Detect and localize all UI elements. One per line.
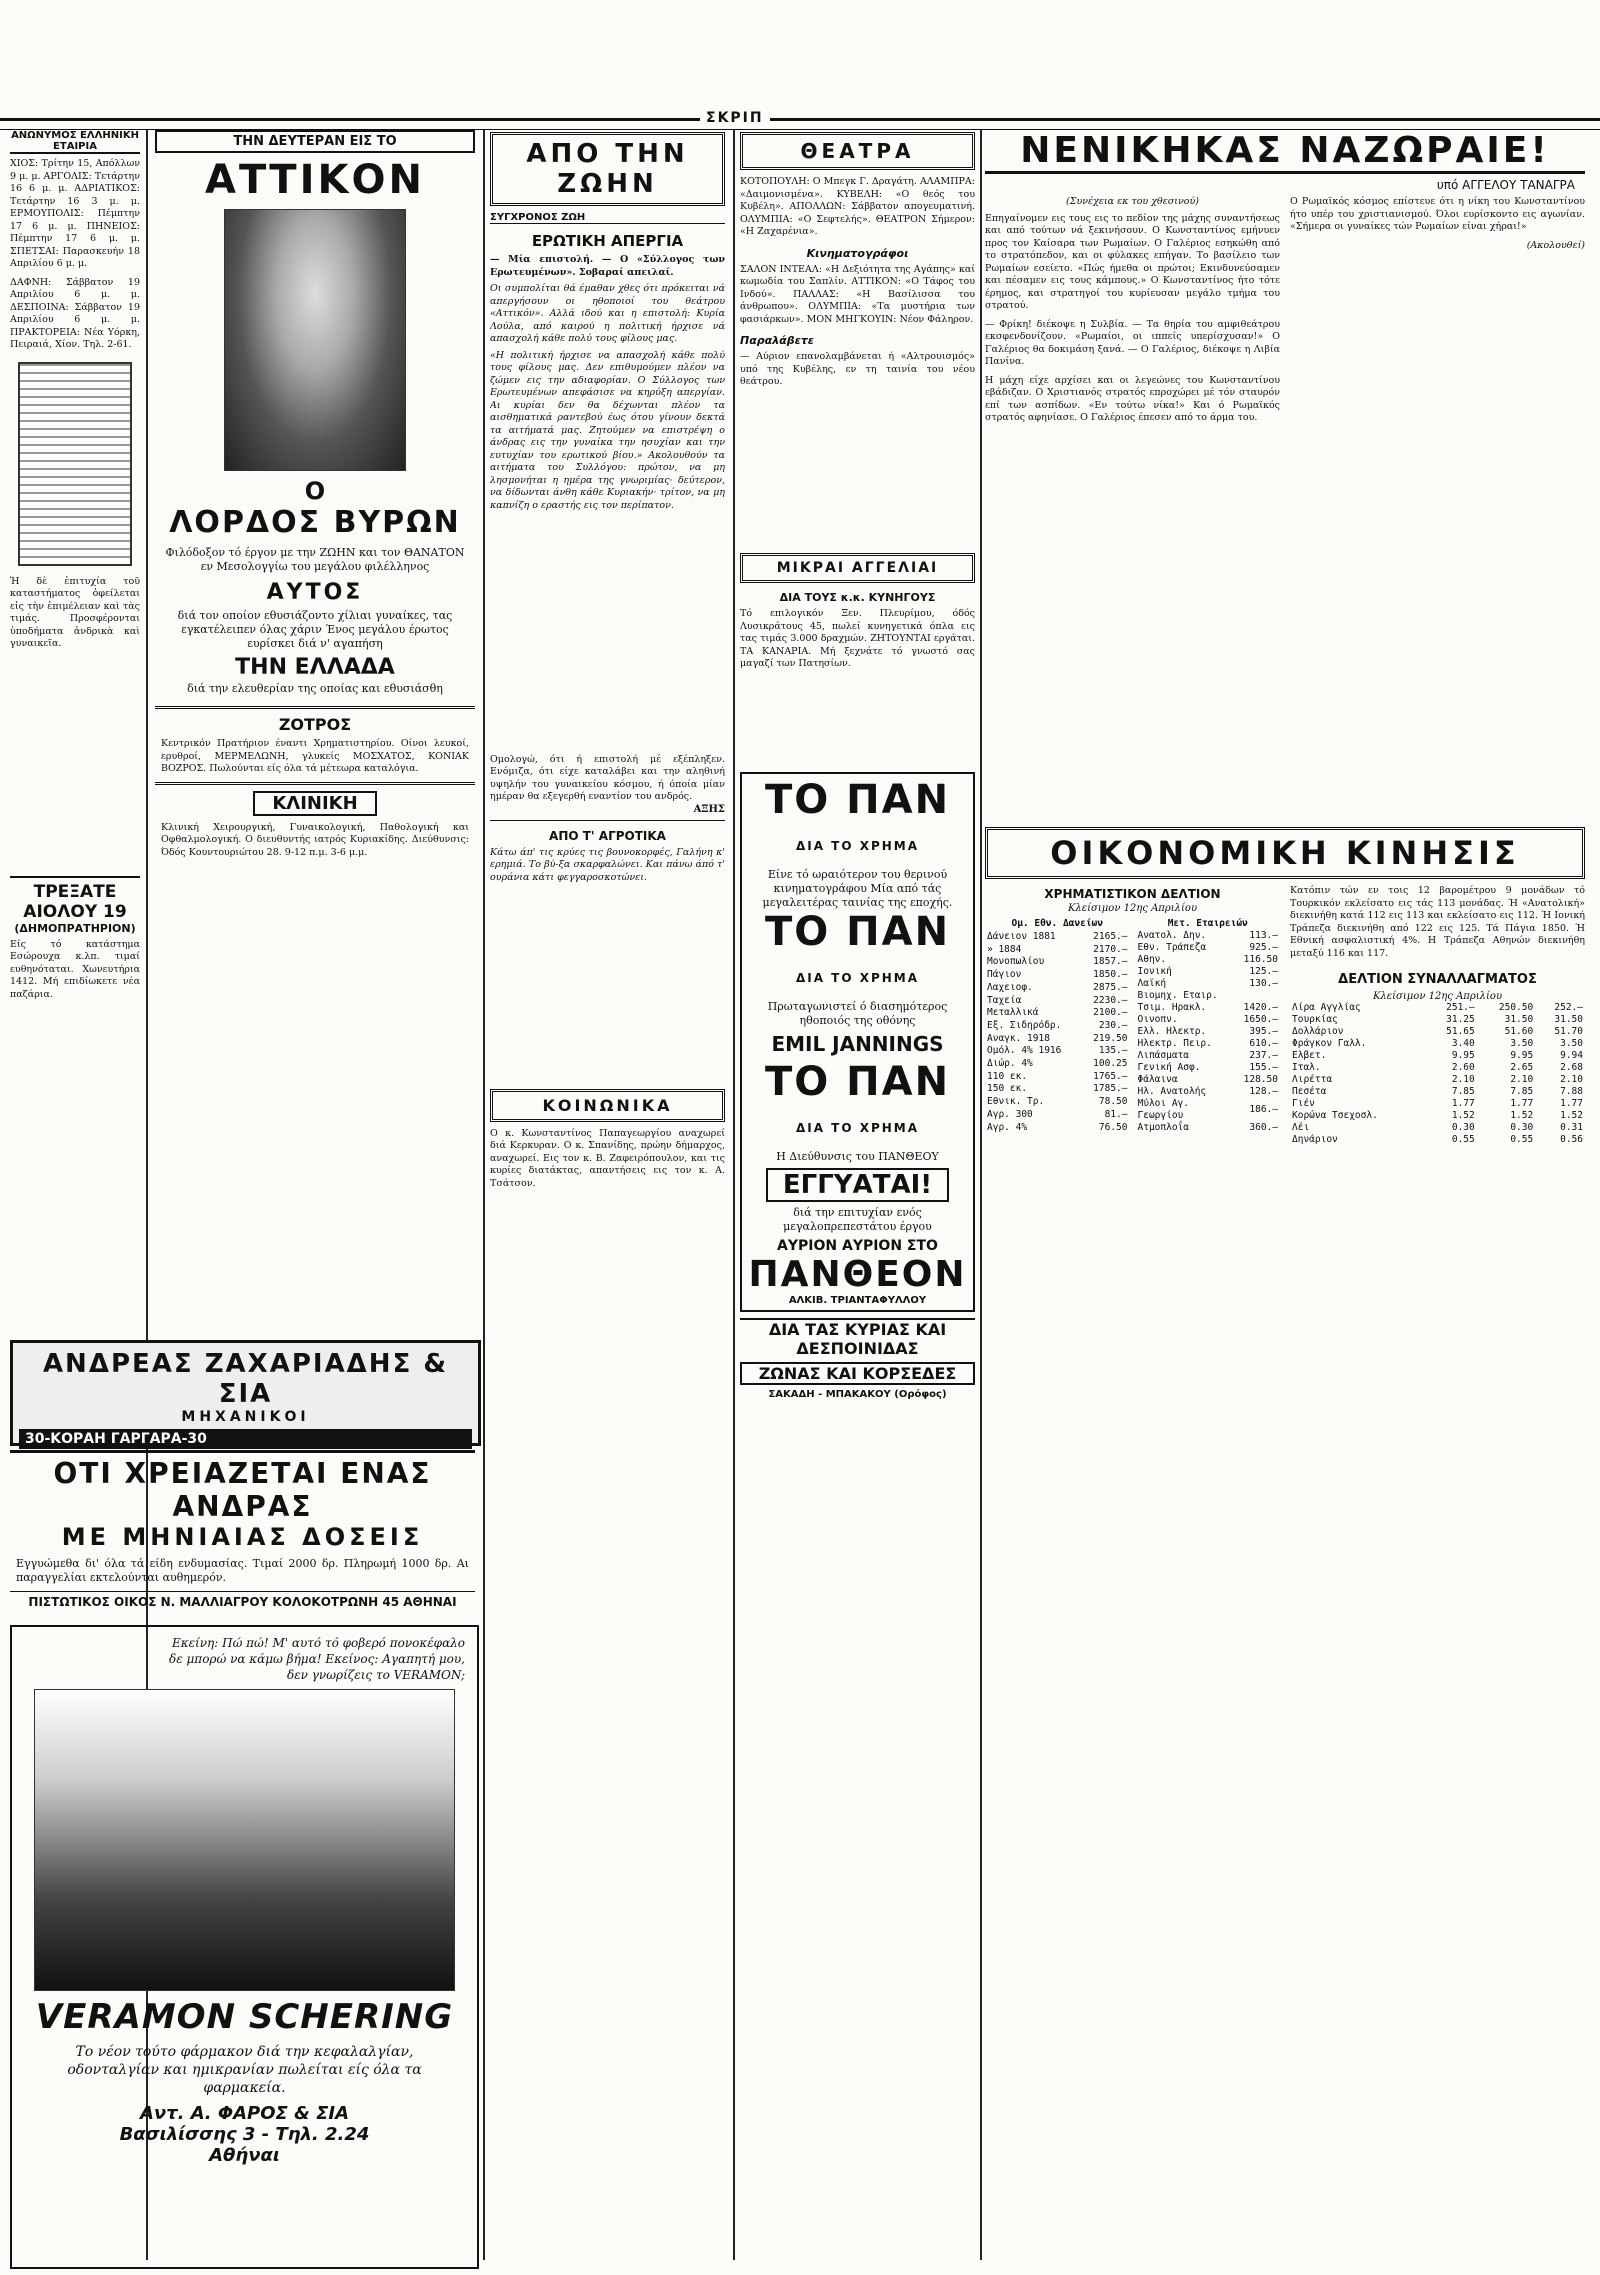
share-row-label: Βιομηχ. Εταιρ. (1137, 990, 1218, 1001)
to-pan-text-3: Η Διεύθυνσις του ΠΑΝΘΕΟΥ (776, 1150, 939, 1163)
shares-table (1136, 918, 1281, 1134)
zotos-title: ΖΟΤΡΟΣ (278, 715, 352, 734)
bond-row-label: Μονοπωλίου (987, 956, 1045, 968)
fx-row-label: Κορώνα Τσεχοσλ. (1292, 1110, 1378, 1121)
masthead-title: ΣΚΡΙΠ (700, 110, 770, 126)
finance-section (985, 825, 1585, 1146)
share-row-value: 1650.— (1243, 1014, 1278, 1025)
theatra-header: ΘΕΑΤΡΑ (740, 132, 975, 170)
bond-row-value: 1850.— (1093, 969, 1128, 981)
fx-row-label: Λιρέττα (1292, 1074, 1333, 1085)
share-row-value: 237.— (1249, 1050, 1278, 1061)
fx-row-label: Φράγκον Γαλλ. (1292, 1038, 1367, 1049)
share-row-label: Μύλοι Αγ. Γεωργίου (1137, 1098, 1189, 1121)
fx-row-label: Πεσέτα (1292, 1086, 1327, 1097)
fx-row (1290, 1122, 1585, 1134)
fx-row-label: Δολλάριον (1292, 1026, 1344, 1037)
bond-row (985, 931, 1130, 944)
fx-row-value: 0.55 (1510, 1134, 1534, 1145)
bond-row-value: 78.50 (1098, 1096, 1128, 1108)
bond-row (985, 1020, 1130, 1033)
veramon-agent: Αντ. Α. ΦΑΡΟΣ & ΣΙΑ (140, 2103, 349, 2124)
fx-row-value: 1.52 (1451, 1110, 1475, 1121)
share-row-label: Λαϊκή (1137, 978, 1167, 989)
fx-row-value: 3.40 (1451, 1038, 1475, 1049)
bond-row (985, 982, 1130, 995)
bond-row-value: 219.50 (1093, 1032, 1128, 1044)
to-pan-text-2: Πρωταγωνιστεί ό διασημότερος ηθοποιός της οθόνης (767, 1000, 948, 1027)
anras-body: Εγγυώμεθα δι' όλα τά είδη ενδυμασίας. Τιμαί 2000 δρ. Πληρωμή 1000 δρ. Αι παραγγελίαι εκτελούνται αυθημερόν. (16, 1557, 469, 1584)
share-row-value: 395.— (1249, 1026, 1278, 1037)
story-part-1: Επηγαίνομεν εις τους εις το πεδίον της μάχης συναντήσεως και από τούτων νά ξεκινήσουν. Ο Κωνσταντίνος εμήνυεν προς τον Καίσαρα των Ρωμαίων. Ο Γαλέριος εσηκώθη από το στρατόπεδον, και οι φύλακες επήγαν. Το βασίλειο των Ρωμαίων εσείετο. «Πώς ήμεθα οι πρώτοι; Εκινδυνεύσαμεν και πέσαμεν εις τους κάμπους.» Ο Κωνσταντίνος ήτο τότε έρημος, και στρατηγοί του κυρίευσαν μεγάλο τμήμα του στρατού. (985, 212, 1280, 311)
bond-row (985, 1058, 1130, 1071)
fx-row-value: 9.95 (1451, 1050, 1475, 1061)
fx-row-label: Δηνάριον (1292, 1134, 1338, 1145)
fx-row-value: 252.— (1554, 1002, 1583, 1013)
engyatai-body: διά την επιτυχίαν ενός μεγαλοπρεπεστάτου έργου (783, 1206, 932, 1233)
fx-row-label: Ιταλ. (1292, 1062, 1321, 1073)
bond-row-value: 2230.— (1093, 994, 1128, 1006)
fx-row (1290, 1098, 1585, 1110)
fx-row-label: Τουρκίας (1292, 1014, 1338, 1025)
aytos-label: ΑΥΤΟΣ (266, 580, 364, 605)
fx-row-value: 2.10 (1451, 1074, 1475, 1085)
bond-row-value: 230.— (1098, 1019, 1128, 1031)
bond-row (985, 1083, 1130, 1096)
to-pan-title-2: ΤΟ ΠΑΝ ΔΙΑ ΤΟ ΧΡΗΜΑ (764, 909, 951, 985)
column-filler-text: Ἡ δὲ ἐπιτυχία τοῦ καταστήματος ὀφείλεται εἰς τὴν ἐπιμέλειαν καὶ τὰς τιμάς. Προσφέρονται ὑποδήματα ἀνδρικὰ καὶ γυναικεῖα. (10, 575, 140, 649)
shipping-schedule-2: ΔΑΦΝΗ: Σάββατον 19 Απριλίου 6 μ. μ. ΔΕΣΠΟΙΝΑ: Σάββατον 19 Απριλίου 6 μ. μ. ΠΡΑΚΤΟΡΕΙΑ: Νέα Υόρκη, Πειραιά, Χίον. Τηλ. 2-61. (10, 276, 140, 350)
byron-subtitle: Φιλόδοξον τό έργον με την ΖΩΗΝ και τον ΘΑΝΑΤΟΝ εν Μεσολογγίω του μεγάλου φιλέλληνος (165, 546, 465, 573)
share-row-value: 360.— (1249, 1122, 1278, 1133)
column-shipping (10, 130, 140, 1330)
andreas-zachariadis-ad (10, 1340, 481, 1446)
fx-row-value: 2.68 (1560, 1062, 1583, 1073)
share-row (1136, 1038, 1281, 1050)
share-row-label: Φάλαινα (1137, 1074, 1178, 1085)
bond-row-value: 1857.— (1093, 956, 1128, 968)
share-row-value (1242, 990, 1280, 1002)
ellada-label: ΤΗΝ ΕΛΛΑΔΑ (235, 655, 395, 680)
trexate-body: Είς τό κατάστημα Εσώρουχα κ.λπ. τιμαί ευθηνόταται. Χωνευτήρια 1412. Μή επιδίωκετε νέα παζάρια. (10, 938, 140, 1000)
bond-row (985, 969, 1130, 982)
koinonika-header: ΚΟΙΝΩΝΙΚΑ (490, 1089, 725, 1122)
fx-row (1290, 1086, 1585, 1098)
fx-row-value: 0.30 (1510, 1122, 1534, 1133)
attikon-cinema-name: ΑΤΤΙΚΟΝ (205, 157, 425, 203)
story-part-2: — Φρίκη! διέκοψε η Συλβία. — Τα θηρία του αμφιθεάτρου εκσφενδονίζουν. «Ρωμαίοι, οι ιππείς υπερίσχυσαν!» Ο Γαλέριος θα δοκιμάση ξανά. — Ο Γαλέριος, διέκοψε η Λιβία Πανίνα. (985, 318, 1280, 367)
fx-row (1290, 1050, 1585, 1062)
fx-row-value: 1.77 (1560, 1098, 1583, 1109)
fx-row-label: Γιέν (1292, 1098, 1315, 1109)
fx-row-value: 7.88 (1560, 1086, 1583, 1097)
bond-row-value: 1765.— (1093, 1070, 1128, 1082)
bond-row (985, 994, 1130, 1007)
share-row-label: Εθν. Τράπεζα (1137, 942, 1207, 953)
share-row (1136, 990, 1281, 1002)
trexate-headline: ΤΡΕΞΑΤΕ ΑΙΟΛΟΥ 19 (10, 876, 140, 922)
share-row (1136, 930, 1281, 942)
fx-row-value: 250.50 (1498, 1002, 1534, 1013)
shares-header: Μετ. Εταιρειών (1167, 918, 1248, 929)
story-byline: υπό ΑΓΓΕΛΟΥ ΤΑΝΑΓΡΑ (1436, 178, 1575, 192)
fx-row (1290, 1134, 1585, 1146)
apo-tin-zoin-header: ΑΠΟ ΤΗΝ ΖΩΗΝ (490, 132, 725, 206)
xrimatistiriou-deltion (985, 885, 1280, 1146)
kliniki-body: Κλινική Χειρουργική, Γυναικολογική, Παθολογική και Οφθαλμολογική. Ο διευθυντής ιατρός Κυριακίδης. Διεύθυνσις: Όδός Κουντουριώτου 28. 9-12 π.μ. 3-6 μ.μ. (161, 821, 469, 858)
fx-row-value: 0.55 (1451, 1134, 1475, 1145)
share-row (1136, 954, 1281, 966)
pantheon-name: ΠΑΝΘΕΟΝ (748, 1254, 967, 1295)
share-row (1136, 942, 1281, 954)
paradovai-label: Παραλάβετε (740, 334, 814, 347)
deltion-date: Κλείσιμον 12ης Απριλίου (1372, 991, 1503, 1002)
bond-row-label: » 1884 (987, 943, 1022, 955)
zones-address: ΣΑΚΑΔΗ - ΜΠΑΚΑΚΟΥ (Ορόφος) (768, 1389, 947, 1400)
bonds-header: Ομ. Εθν. Δανείων (1011, 918, 1103, 930)
bond-row-label: Ταχεία (987, 994, 1022, 1006)
bond-row-label: Εξ. Σιδηρόδρ. (987, 1019, 1062, 1031)
share-row-value: 125.— (1249, 966, 1278, 977)
fx-row (1290, 1014, 1585, 1026)
zones-ad-title: ΖΩΝΑΣ ΚΑΙ ΚΟΡΣΕΔΕΣ (740, 1362, 975, 1385)
share-row-label: Γενική Ασφ. (1137, 1062, 1201, 1073)
fx-row-value: 9.94 (1560, 1050, 1583, 1061)
deltion-synallagmatos-title: ΔΕΛΤΙΟΝ ΣΥΝΑΛΛΑΓΜΑΤΟΣ (1338, 972, 1537, 987)
story-continuation: (Συνέχεια εκ του χθεσινού) (1066, 196, 1199, 207)
share-row-label: Ηλεκτρ. Πειρ. (1137, 1038, 1212, 1049)
share-row-value: 925.— (1249, 942, 1278, 953)
theatra-body: ΚΟΤΟΠΟΥΛΗ: Ο Μπεγκ Γ. Δραγάτη. ΑΛΑΜΠΡΑ: «Δαιμονισμένα». ΚΥΒΕΛΗ: «Ο θεός του Κυβέλη». ΑΠΟΛΛΩΝ: Σάββατον απογευματινή. ΟΛΥΜΠΙΑ: «Ο Σεφτελής». ΘΕΑΤΡΟΝ Σήμερον: «Η Ζαχαρένια». (740, 176, 975, 237)
veramon-illustration (34, 1689, 455, 1991)
mikrai-body: Τό επιλογικόν Ξεν. Πλευρίμου, όδός Λυσικράτους 45, πωλεί κυνηγετικά όπλα εις τας τιμάς 3.000 δραχμών. ΖΗΤΟΥΝΤΑΙ εργάται. ΤΑ ΚΑΝΑΡΙΑ. Μή ξεχνάτε τό γνωστό σας μαγαζί των Πατησίων. (740, 608, 975, 669)
share-row (1136, 1086, 1281, 1098)
column-divider (980, 130, 982, 2260)
share-row (1136, 1026, 1281, 1038)
ayrion-label: ΑΥΡΙΟΝ ΑΥΡΙΟΝ ΣΤΟ (777, 1238, 938, 1254)
bond-row (985, 1109, 1130, 1122)
bond-row-value: 76.50 (1098, 1121, 1128, 1133)
apergia-letter: «Η πολιτική ήρχισε να απασχολή κάθε πολύ τους φίλους μας. Δεν επιθυμούμεν πλέον να ζώμεν εις την αδιαφορίαν. Ο Σύλλογος των Ερωτευμένων απεφάσισε να κηρύξη απεργίαν. Αι κυρίαι δεν θα δέχωνται πλέον τα αισθηματικά ραντεβού έως ότου γίνουν δεκτά τα αιτήματά μας. Ζητούμεν να επιστρέψη ο άνδρας εις την γυναίκα την ησυχίαν και την ευτυχίαν του ερωτικού βίου.» Ακολουθούν τα αιτήματα του Συλλόγου: πρώτον, να μη λησμονήται η ημέρα της γνωριμίας· δεύτερον, να δίδωνται άνθη κάθε Κυριακήν· τρίτον, να μη καπνίζη ο εραστής εις τον περίπατον. (490, 349, 725, 511)
apergia-body: Οι συμπολίται θά έμαθαν χθες ότι πρόκειται νά απεργήσουν οι ηθοποιοί του θεάτρου «Αττικόν». Αλλά ιδού και η επιστολή: Κυρία Λούλα, από καιρού η πολιτική ήρχισε νά απασχολή κάθε πολύ τους φίλους μας. (490, 283, 725, 344)
share-row-value: 186.— (1249, 1104, 1278, 1115)
fx-row-value: 2.60 (1451, 1062, 1475, 1073)
xrimatistiko-date: Κλείσιμον 12ης Απριλίου (1067, 903, 1198, 914)
fx-row-label: Ελβετ. (1292, 1050, 1327, 1061)
story-akolouthei: (Ακολουθεί) (1526, 239, 1585, 251)
bond-row-value: 81.— (1104, 1108, 1128, 1120)
share-row-value: 113.— (1249, 930, 1278, 941)
bond-row-label: Αναγκ. 1918 (987, 1032, 1050, 1044)
share-row (1136, 1062, 1281, 1074)
shipping-schedule: ΧΙΟΣ: Τρίτην 15, Απόλλων 9 μ. μ. ΑΡΓΟΛΙΣ: Τετάρτην 16 6 μ. μ. ΑΔΡΙΑΤΙΚΟΣ: Τετάρτην 16 3 μ. μ. ΕΡΜΟΥΠΟΛΙΣ: Πέμπτην 17 6 μ. μ. ΠΗΝΕΙΟΣ: Πέμπτην 17 6 μ. μ. ΣΠΕΤΣΑΙ: Παρασκευήν 18 Απριλίου 6 μ. μ. (10, 158, 140, 269)
koinonika-body: Ο κ. Κωνσταντίνος Παπαγεωργίου αναχωρεί διά Κερκυραν. Ο κ. Σπανίδης, πρώην δήμαρχος, αναχωρεί. Εις τον κ. Β. Ζαφειρόπουλον, και τις κυρίες διατάκτας, απαντήσεις εις τον κ. Α. Τσάτσον. (490, 1127, 725, 1189)
share-row-label: Λιπάσματα (1137, 1050, 1189, 1061)
veramon-quote: Εκείνη: Πώ πώ! Μ' αυτό τό φοβερό πονοκέφαλο δε μπορώ να κάμω βήμα! Εκείνος: Αγαπητή μου, δεν γνωρίζεις το VERAMON; (169, 1636, 465, 1682)
bond-row (985, 943, 1130, 956)
fx-row-value: 1.52 (1560, 1110, 1583, 1121)
emil-jannings-name: EMIL JANNINGS (771, 1032, 944, 1056)
masthead-rule (0, 118, 1600, 130)
divider (490, 820, 725, 821)
kinimatografoi-body: ΣΑΛΟΝ ΙΝΤΕΑΛ: «Η Δεξιότητα της Αγάπης» καί κωμωδία του Σαπλίν. ΑΤΤΙΚΟΝ: «Ο Τάφος του Ινδού». ΠΑΛΛΑΣ: «Η Βασίλισσα του άνθρωπου». ΟΛΥΜΠΙΑ: «Τα μυστήρια των φασιάρκων». ΜΟΝ ΜΗΓΚΟΥΙΝ: Νέον Φάληρον. (740, 263, 975, 325)
to-pan-title-3: ΤΟ ΠΑΝ ΔΙΑ ΤΟ ΧΡΗΜΑ (764, 1059, 951, 1135)
fx-row-value: 31.50 (1504, 1014, 1534, 1025)
bond-row-label: Ομόλ. 4% 1916 (987, 1045, 1062, 1057)
fx-row-value: 0.30 (1451, 1122, 1475, 1133)
fx-row (1290, 1062, 1585, 1074)
attikon-header: ΤΗΝ ΔΕΥΤΕΡΑΝ ΕΙΣ ΤΟ (155, 130, 475, 153)
mikrai-angeliai-header: ΜΙΚΡΑΙ ΑΓΓΕΛΙΑΙ (740, 553, 975, 583)
share-row-value: 1420.— (1243, 1002, 1278, 1013)
apergia-comment: Ομολογώ, ότι ή επιστολή μέ εξέπληξεν. Ενόμιζα, ότι είχε καταλάβει και την αληθινή υψηλήν του γυναικείου κόσμου, ή όποία μίαν ημέραν θα εξεγερθή εναντίον του ανδρός. (490, 753, 725, 802)
story-part-3: Η μάχη είχε αρχίσει και οι λεγεώνες του Κωνσταντίνου εβάδιζαν. Ο Χριστιανός στρατός επροχώρει μέ τόν σταυρόν επί των ασπίδων. «Εν τούτω νίκα!» Και ό Ρωμαϊκός στρατός αφηνίασε. Ο Γαλέριος έπεσεν από το άρμα του. (985, 374, 1280, 423)
oikonomiki-kinisis-header: ΟΙΚΟΝΟΜΙΚΗ ΚΙΝΗΣΙΣ (985, 827, 1585, 879)
divider (155, 706, 475, 709)
mikrai-title: ΔΙΑ ΤΟΥΣ κ.κ. ΚΥΝΗΓΟΥΣ (779, 591, 936, 604)
lord-byron-portrait (224, 209, 406, 471)
verse-title: ΑΠΟ Τ' ΑΓΡΟΤΙΚΑ (549, 828, 666, 843)
column-apo-tin-zoin (490, 130, 725, 2255)
bond-row-label: Πάγιον (987, 969, 1022, 981)
fx-row-value: 31.50 (1554, 1014, 1583, 1025)
paradovai-body: — Αύριον επανολαμβάνεται ή «Αλτρουισμός» υπό της Κυβέλης, εν τη ταινία του νέου θεάτρου. (740, 351, 975, 387)
kyries-ad-title: ΔΙΑ ΤΑΣ ΚΥΡΙΑΣ ΚΑΙ ΔΕΣΠΟΙΝΙΔΑΣ (740, 1318, 975, 1358)
fx-row-value: 51.60 (1504, 1026, 1534, 1037)
finance-body: Κατόπιν τών εν τοις 12 βαρομέτρου 9 μονάδων τό Τουρκικόν εκλείσατο εις τάς 113 μονάδας. Ή «Ανατολική» διεκινήθη κατά 112 εις 113 και εκλείσατο εις 112. Ή Ιονική Τράπεζα διεκινήθη από 122 εις 125. Τά Πάγια 1850. Ή Εθνική ασφαλιστική 4%. Η Τράπεζα Αθηνών διεκινήθη μεταξύ 116 και 117. (1290, 885, 1585, 959)
bond-row-value: 2100.— (1093, 1007, 1128, 1019)
kinimatografoi-label: Κινηματογράφοι (806, 246, 909, 260)
article-signature: ΑΞΗΣ (693, 803, 725, 815)
story-column-left (985, 196, 1280, 425)
to-pan-text-1: Είνε τό ωραιότερον του θερινού κινηματογράφου Μία από τάς μεγαλειτέρας ταινίας της εποχής. (762, 868, 953, 909)
fx-row-value: 9.95 (1510, 1050, 1534, 1061)
divider (155, 782, 475, 785)
to-pan-title-1: ΤΟ ΠΑΝ ΔΙΑ ΤΟ ΧΡΗΜΑ (764, 777, 951, 853)
column-divider (483, 130, 485, 2260)
anras-title: ΟΤΙ ΧΡΕΙΑΖΕΤΑΙ ΕΝΑΣ ΑΝΔΡΑΣ (53, 1457, 432, 1523)
share-row-value: 116.50 (1243, 954, 1278, 965)
column-cinema-ad (155, 130, 475, 1260)
column-divider (733, 130, 735, 2260)
bond-row-value: 100.25 (1093, 1058, 1128, 1070)
apergia-lead: — Μία επιστολή. — Ο «Σύλλογος των Ερωτευμένων». Σοβαραί απειλαί. (490, 254, 725, 278)
fx-row-value: 2.65 (1510, 1062, 1534, 1073)
share-row-label: Αθην. (1137, 954, 1167, 965)
fx-row-label: Λίρα Αγγλίας (1292, 1002, 1361, 1013)
kliniki-title: ΚΛΙΝΙΚΗ (253, 791, 377, 816)
veramon-body: Το νέον τούτο φάρμακον διά την κεφαλαλγίαν, οδονταλγίαν και ημικρανίαν πωλείται είς όλα τα φαρμακεία. (67, 2044, 422, 2096)
eroteki-apergia-title: ΕΡΩΤΙΚΗ ΑΠΕΡΓΙΑ (531, 232, 684, 250)
share-row-label: Ελλ. Ηλεκτρ. (1137, 1026, 1207, 1037)
pantheon-address: ΑΛΚΙΒ. ΤΡΙΑΝΤΑΦΥΛΛΟΥ (788, 1295, 927, 1306)
fx-row-label: Λέι (1292, 1122, 1310, 1133)
sygxronos-zoi-label: ΣΥΓΧΡΟΝΟΣ ΖΩΗ (490, 212, 725, 224)
bond-row-label: Αγρ. 4% (987, 1121, 1028, 1133)
fx-row (1290, 1038, 1585, 1050)
bond-row (985, 1007, 1130, 1020)
share-row-label: Ατμοπλοΐα (1137, 1122, 1189, 1133)
veramon-city: Αθήναι (209, 2145, 280, 2166)
zotos-body: Κεντρικόν Πρατήριον έναντι Χρηματιστηρίου. Οίνοι λευκοί, ερυθροί, ΜΕΡΜΕΛΩΝΗ, γλυκείς ΜΟΣΧΑΤΟΣ, ΚΟΝΙΑΚ ΒΟΖΡΟΣ. Πωλούνται είς όλα τά μέτεωρα καταλόγια. (161, 738, 469, 774)
bond-row-label: Μεταλλικά (987, 1007, 1039, 1019)
veramon-name: VERAMON SCHERING (35, 1997, 454, 2037)
o-label: Ο (304, 477, 326, 505)
fx-table (1290, 1002, 1585, 1146)
share-row-value: 610.— (1249, 1038, 1278, 1049)
bond-row (985, 956, 1130, 969)
fx-row-value: 1.52 (1510, 1110, 1534, 1121)
share-row (1136, 1014, 1281, 1026)
share-row-value: 128.50 (1243, 1074, 1278, 1085)
share-row-label: Τσιμ. Ηρακλ. (1137, 1002, 1207, 1013)
bond-row (985, 1070, 1130, 1083)
to-pan-ad (740, 772, 975, 1312)
fx-row (1290, 1026, 1585, 1038)
ellada-sub: διά την ελευθερίαν της οποίας και εθυσιάσθη (187, 682, 443, 695)
share-row (1136, 978, 1281, 990)
bond-row-value: 2875.— (1093, 981, 1128, 993)
nenikikas-headline: ΝΕΝΙΚΗΚΑΣ ΝΑΖΩΡΑΙΕ! (985, 130, 1585, 174)
andreas-sub: ΜΗΧΑΝΙΚΟΙ (181, 1409, 310, 1425)
fx-row-value: 0.56 (1560, 1134, 1583, 1145)
fx-row (1290, 1002, 1585, 1014)
story-part-4: Ο Ρωμαϊκός κόσμος επίστευε ότι η νίκη του Κωνσταντίνου ήτο υπέρ του χριστιανισμού. Όλοι ευρίσκοντο εις αγωνίαν. «Σήμερα οι γυναίκες τών Ρωμαίων είναι χήραι!» (1290, 196, 1585, 232)
share-row-label: Ηλ. Ανατολής (1137, 1086, 1207, 1097)
bonds-table (985, 918, 1130, 1134)
bond-row-label: Εθνικ. Τρ. (987, 1096, 1045, 1108)
bond-row-value: 2170.— (1093, 943, 1128, 955)
anras-ad (10, 1450, 475, 1623)
fx-row-value: 1.77 (1510, 1098, 1534, 1109)
bond-row-label: 110 εκ. (987, 1070, 1028, 1082)
fx-row-value: 51.70 (1554, 1026, 1583, 1037)
share-row (1136, 1122, 1281, 1134)
column-theatra (740, 130, 975, 2255)
byron-body: διά τον οποίον εθυσιάζοντο χίλιαι γυναίκες, τας εγκατέλειπεν όλας χάριν Ένος μεγάλου έρωτος ευρίσκει διά ν' αγαπήση (177, 609, 453, 650)
bond-row-label: 150 εκ. (987, 1083, 1028, 1095)
veramon-ad (10, 1625, 479, 2269)
fx-row-value: 3.50 (1510, 1038, 1534, 1049)
fx-row-value: 0.31 (1560, 1122, 1583, 1133)
share-row-label: Ανατολ. Δην. (1137, 930, 1207, 941)
share-row (1136, 1098, 1281, 1122)
anras-footer: ΠΙΣΤΩΤΙΚΟΣ ΟΙΚΟΣ Ν. ΜΑΛΛΙΑΓΡΟΥ ΚΟΛΟΚΟΤΡΩΝΗ 45 ΑΘΗΝΑΙ (10, 1591, 475, 1609)
share-row-value: 128.— (1249, 1086, 1278, 1097)
fx-row-value: 51.65 (1446, 1026, 1475, 1037)
bond-row-label: Αγρ. 300 (987, 1108, 1033, 1120)
fx-row-value: 7.85 (1510, 1086, 1534, 1097)
share-row (1136, 1002, 1281, 1014)
bond-row (985, 1032, 1130, 1045)
veramon-address: Βασιλίσσης 3 - Τηλ. 2.24 (119, 2124, 370, 2145)
fx-row-value: 251.— (1446, 1002, 1475, 1013)
fx-row-value: 31.25 (1446, 1014, 1475, 1025)
anras-sub: ΜΕ ΜΗΝΙΑΙΑΣ ΔΟΣΕΙΣ (61, 1523, 424, 1551)
bond-row-value: 135.— (1098, 1045, 1128, 1057)
share-row (1136, 966, 1281, 978)
bond-row-value: 1785.— (1093, 1083, 1128, 1095)
lordos-vyron-title: ΛΟΡΔΟΣ ΒΥΡΩΝ (169, 505, 461, 540)
bond-row (985, 1096, 1130, 1109)
share-row-label: Ιονική (1137, 966, 1172, 977)
fx-row-value: 7.85 (1451, 1086, 1475, 1097)
verse-body: Κάτω άπ' τις κρύες τις βουνοκορφές, Γαλήνη κ' ερημιά. Το βύ-ξα σκαρφαλώνει. Και πάνω άπό τ' ουράνια κάτι φεγγαροσκοτώνει. (490, 846, 725, 883)
share-row (1136, 1074, 1281, 1086)
share-row (1136, 1050, 1281, 1062)
share-row-value: 130.— (1249, 978, 1278, 989)
fx-row (1290, 1074, 1585, 1086)
finance-commentary (1290, 885, 1585, 1146)
bond-row (985, 1045, 1130, 1058)
fx-row-value: 1.77 (1451, 1098, 1475, 1109)
shipping-header: ΑΝΩΝΥΜΟΣ ΕΛΛΗΝΙΚΗ ΕΤΑΙΡΙΑ (11, 130, 139, 152)
bond-row-label: Λαχειοφ. (987, 981, 1033, 993)
trexate-sub: (ΔΗΜΟΠΡΑΤΗΡΙΟΝ) (14, 921, 136, 935)
shoe-ad-image (18, 362, 132, 566)
bond-row-label: Διώρ. 4% (987, 1058, 1033, 1070)
share-row-label: Οινοπν. (1137, 1014, 1178, 1025)
andreas-title: ΑΝΔΡΕΑΣ ΖΑΧΑΡΙΑΔΗΣ & ΣΙΑ (42, 1349, 449, 1409)
fx-row (1290, 1110, 1585, 1122)
fx-row-value: 2.10 (1510, 1074, 1534, 1085)
bond-row-label: Δάνειον 1881 (987, 931, 1056, 943)
bond-row (985, 1121, 1130, 1134)
story-column-right (1290, 196, 1585, 425)
xrimatistiko-deltion-title: ΧΡΗΜΑΤΙΣΤΙΚΟΝ ΔΕΛΤΙΟΝ (1044, 887, 1221, 901)
fx-row-value: 3.50 (1560, 1038, 1583, 1049)
fx-row-value: 2.10 (1560, 1074, 1583, 1085)
share-row-value: 155.— (1249, 1062, 1278, 1073)
engyatai-label: ΕΓΓΥΑΤΑΙ! (766, 1168, 949, 1202)
andreas-address: 30-ΚΟΡΑΗ ΓΑΡΓΑΡΑ-30 (19, 1429, 472, 1449)
bond-row-value: 2165.— (1093, 931, 1128, 943)
column-story-finance (985, 130, 1585, 2255)
